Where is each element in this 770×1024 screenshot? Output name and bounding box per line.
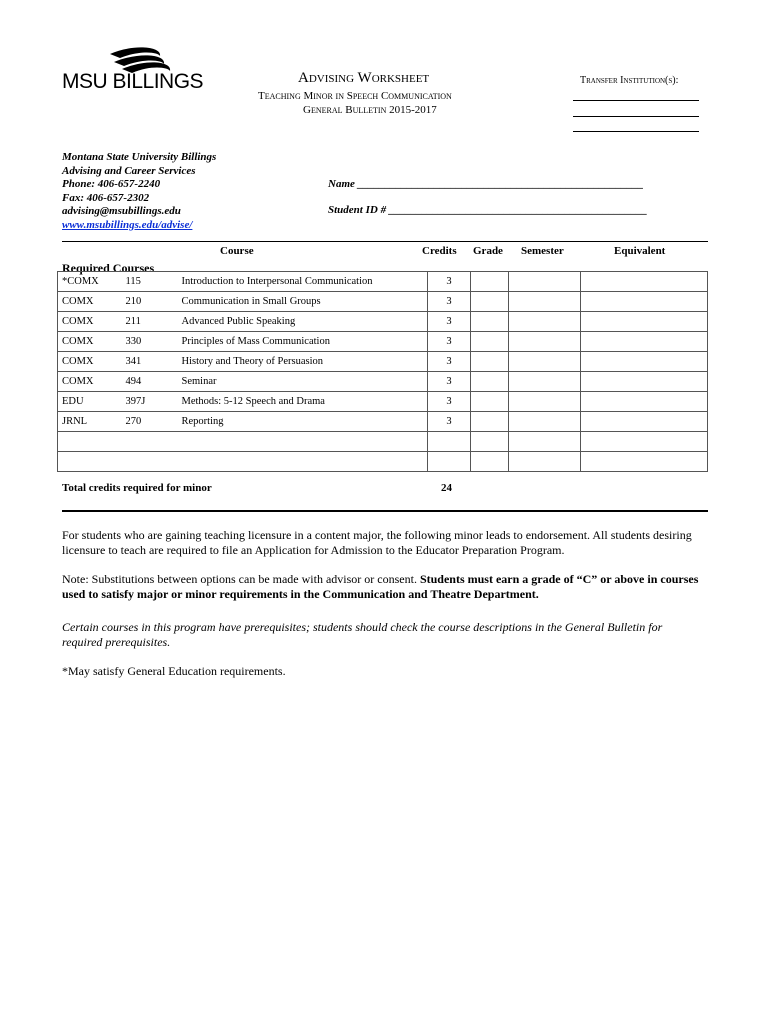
fax-number: Fax: 406-657-2302: [62, 191, 150, 204]
transfer-institution-line-1[interactable]: [573, 100, 699, 101]
course-prefix: [58, 452, 122, 472]
grade-cell[interactable]: [471, 432, 509, 452]
semester-cell[interactable]: [509, 372, 581, 392]
course-title: History and Theory of Persuasion: [178, 352, 428, 372]
email-address: advising@msubillings.edu: [62, 205, 181, 217]
course-title: Principles of Mass Communication: [178, 332, 428, 352]
course-title: Reporting: [178, 412, 428, 432]
course-number: 210: [122, 292, 178, 312]
office-name: Advising and Career Services: [62, 164, 196, 177]
contact-block: [62, 151, 216, 232]
course-credits: 3: [428, 412, 471, 432]
table-row: [58, 412, 708, 432]
course-prefix: JRNL: [58, 412, 122, 432]
transfer-institution-line-3[interactable]: [573, 131, 699, 132]
course-credits: 3: [428, 292, 471, 312]
column-header-equivalent: Equivalent: [614, 245, 666, 257]
course-title: Seminar: [178, 372, 428, 392]
student-id-field[interactable]: Student ID # _______________________________________________: [328, 204, 648, 216]
course-table: [57, 271, 708, 472]
equivalent-cell[interactable]: [581, 412, 708, 432]
course-number: 397J: [122, 392, 178, 412]
course-title: [178, 432, 428, 452]
equivalent-cell[interactable]: [581, 452, 708, 472]
course-number: [122, 452, 178, 472]
page-subtitle: Teaching Minor in Speech Communication: [258, 90, 452, 102]
course-credits: 3: [428, 312, 471, 332]
course-prefix: COMX: [58, 352, 122, 372]
phone-number: Phone: 406-657-2240: [62, 178, 161, 190]
table-row: [58, 292, 708, 312]
table-row: [58, 432, 708, 452]
course-number: 330: [122, 332, 178, 352]
equivalent-cell[interactable]: [581, 432, 708, 452]
semester-cell[interactable]: [509, 392, 581, 412]
course-prefix: COMX: [58, 292, 122, 312]
grade-cell[interactable]: [471, 452, 509, 472]
grade-cell[interactable]: [471, 272, 509, 292]
advising-website-link[interactable]: www.msubillings.edu/advise/: [62, 218, 193, 231]
table-row: [58, 332, 708, 352]
total-credits-label: Total credits required for minor: [62, 482, 212, 494]
course-prefix: COMX: [58, 312, 122, 332]
semester-cell[interactable]: [509, 272, 581, 292]
substitution-note-text: Note: Substitutions between options can be made with advisor or consent.: [62, 572, 420, 586]
substitution-note: [62, 572, 702, 602]
grade-requirement-text: Students must earn a grade of “C” or above in courses used to satisfy major or minor requirements in the Communication and Theatre Department.: [62, 572, 699, 601]
course-credits: 3: [428, 272, 471, 292]
course-prefix: *COMX: [58, 272, 122, 292]
course-title: [178, 452, 428, 472]
course-prefix: COMX: [58, 332, 122, 352]
msu-billings-logo-text: MSU BILLINGS: [62, 70, 204, 93]
grade-cell[interactable]: [471, 352, 509, 372]
semester-cell[interactable]: [509, 312, 581, 332]
course-number: 115: [122, 272, 178, 292]
university-name: Montana State University Billings: [62, 151, 217, 163]
table-top-rule: [62, 241, 708, 242]
course-number: 341: [122, 352, 178, 372]
semester-cell[interactable]: [509, 332, 581, 352]
equivalent-cell[interactable]: [581, 392, 708, 412]
semester-cell[interactable]: [509, 292, 581, 312]
course-number: [122, 432, 178, 452]
grade-cell[interactable]: [471, 292, 509, 312]
semester-cell[interactable]: [509, 432, 581, 452]
semester-cell[interactable]: [509, 412, 581, 432]
grade-cell[interactable]: [471, 332, 509, 352]
equivalent-cell[interactable]: [581, 332, 708, 352]
transfer-institution-label: Transfer Institution(s):: [580, 75, 679, 86]
licensure-note: For students who are gaining teaching licensure in a content major, the following minor leads to endorsement. All students desiring licensure to teach are required to file an Application for Admission to the Educator Preparation Program.: [62, 528, 692, 557]
gen-ed-note: *May satisfy General Education requirements.: [62, 664, 286, 678]
column-header-credits: Credits: [422, 245, 457, 257]
equivalent-cell[interactable]: [581, 312, 708, 332]
equivalent-cell[interactable]: [581, 272, 708, 292]
grade-cell[interactable]: [471, 372, 509, 392]
course-title: Advanced Public Speaking: [178, 312, 428, 332]
table-row: [58, 352, 708, 372]
course-title: Introduction to Interpersonal Communication: [178, 272, 428, 292]
required-courses-label: Required Courses: [62, 261, 155, 275]
table-row: [58, 272, 708, 292]
table-bottom-rule: [62, 510, 708, 512]
column-header-semester: Semester: [521, 245, 564, 257]
course-prefix: EDU: [58, 392, 122, 412]
student-name-field[interactable]: Name ____________________________________________________: [328, 178, 644, 190]
equivalent-cell[interactable]: [581, 372, 708, 392]
course-credits: 3: [428, 352, 471, 372]
course-prefix: COMX: [58, 372, 122, 392]
course-number: 270: [122, 412, 178, 432]
column-header-grade: Grade: [473, 245, 503, 257]
course-title: Communication in Small Groups: [178, 292, 428, 312]
course-credits: 3: [428, 332, 471, 352]
prerequisite-note: Certain courses in this program have prerequisites; students should check the course descriptions in the General Bulletin for required prerequisites.: [62, 620, 663, 649]
total-credits-value: 24: [441, 482, 452, 494]
course-credits: [428, 452, 471, 472]
course-prefix: [58, 432, 122, 452]
equivalent-cell[interactable]: [581, 292, 708, 312]
equivalent-cell[interactable]: [581, 352, 708, 372]
grade-cell[interactable]: [471, 312, 509, 332]
course-credits: 3: [428, 392, 471, 412]
course-number: 211: [122, 312, 178, 332]
course-title: Methods: 5-12 Speech and Drama: [178, 392, 428, 412]
table-row: [58, 372, 708, 392]
course-credits: 3: [428, 372, 471, 392]
course-credits: [428, 432, 471, 452]
table-row: [58, 452, 708, 472]
column-header-course: Course: [220, 245, 254, 257]
grade-cell[interactable]: [471, 392, 509, 412]
page-title: Advising Worksheet: [298, 70, 430, 86]
grade-cell[interactable]: [471, 412, 509, 432]
bulletin-years: General Bulletin 2015-2017: [303, 104, 437, 116]
table-row: [58, 392, 708, 412]
course-number: 494: [122, 372, 178, 392]
semester-cell[interactable]: [509, 352, 581, 372]
semester-cell[interactable]: [509, 452, 581, 472]
table-row: [58, 312, 708, 332]
transfer-institution-line-2[interactable]: [573, 116, 699, 117]
